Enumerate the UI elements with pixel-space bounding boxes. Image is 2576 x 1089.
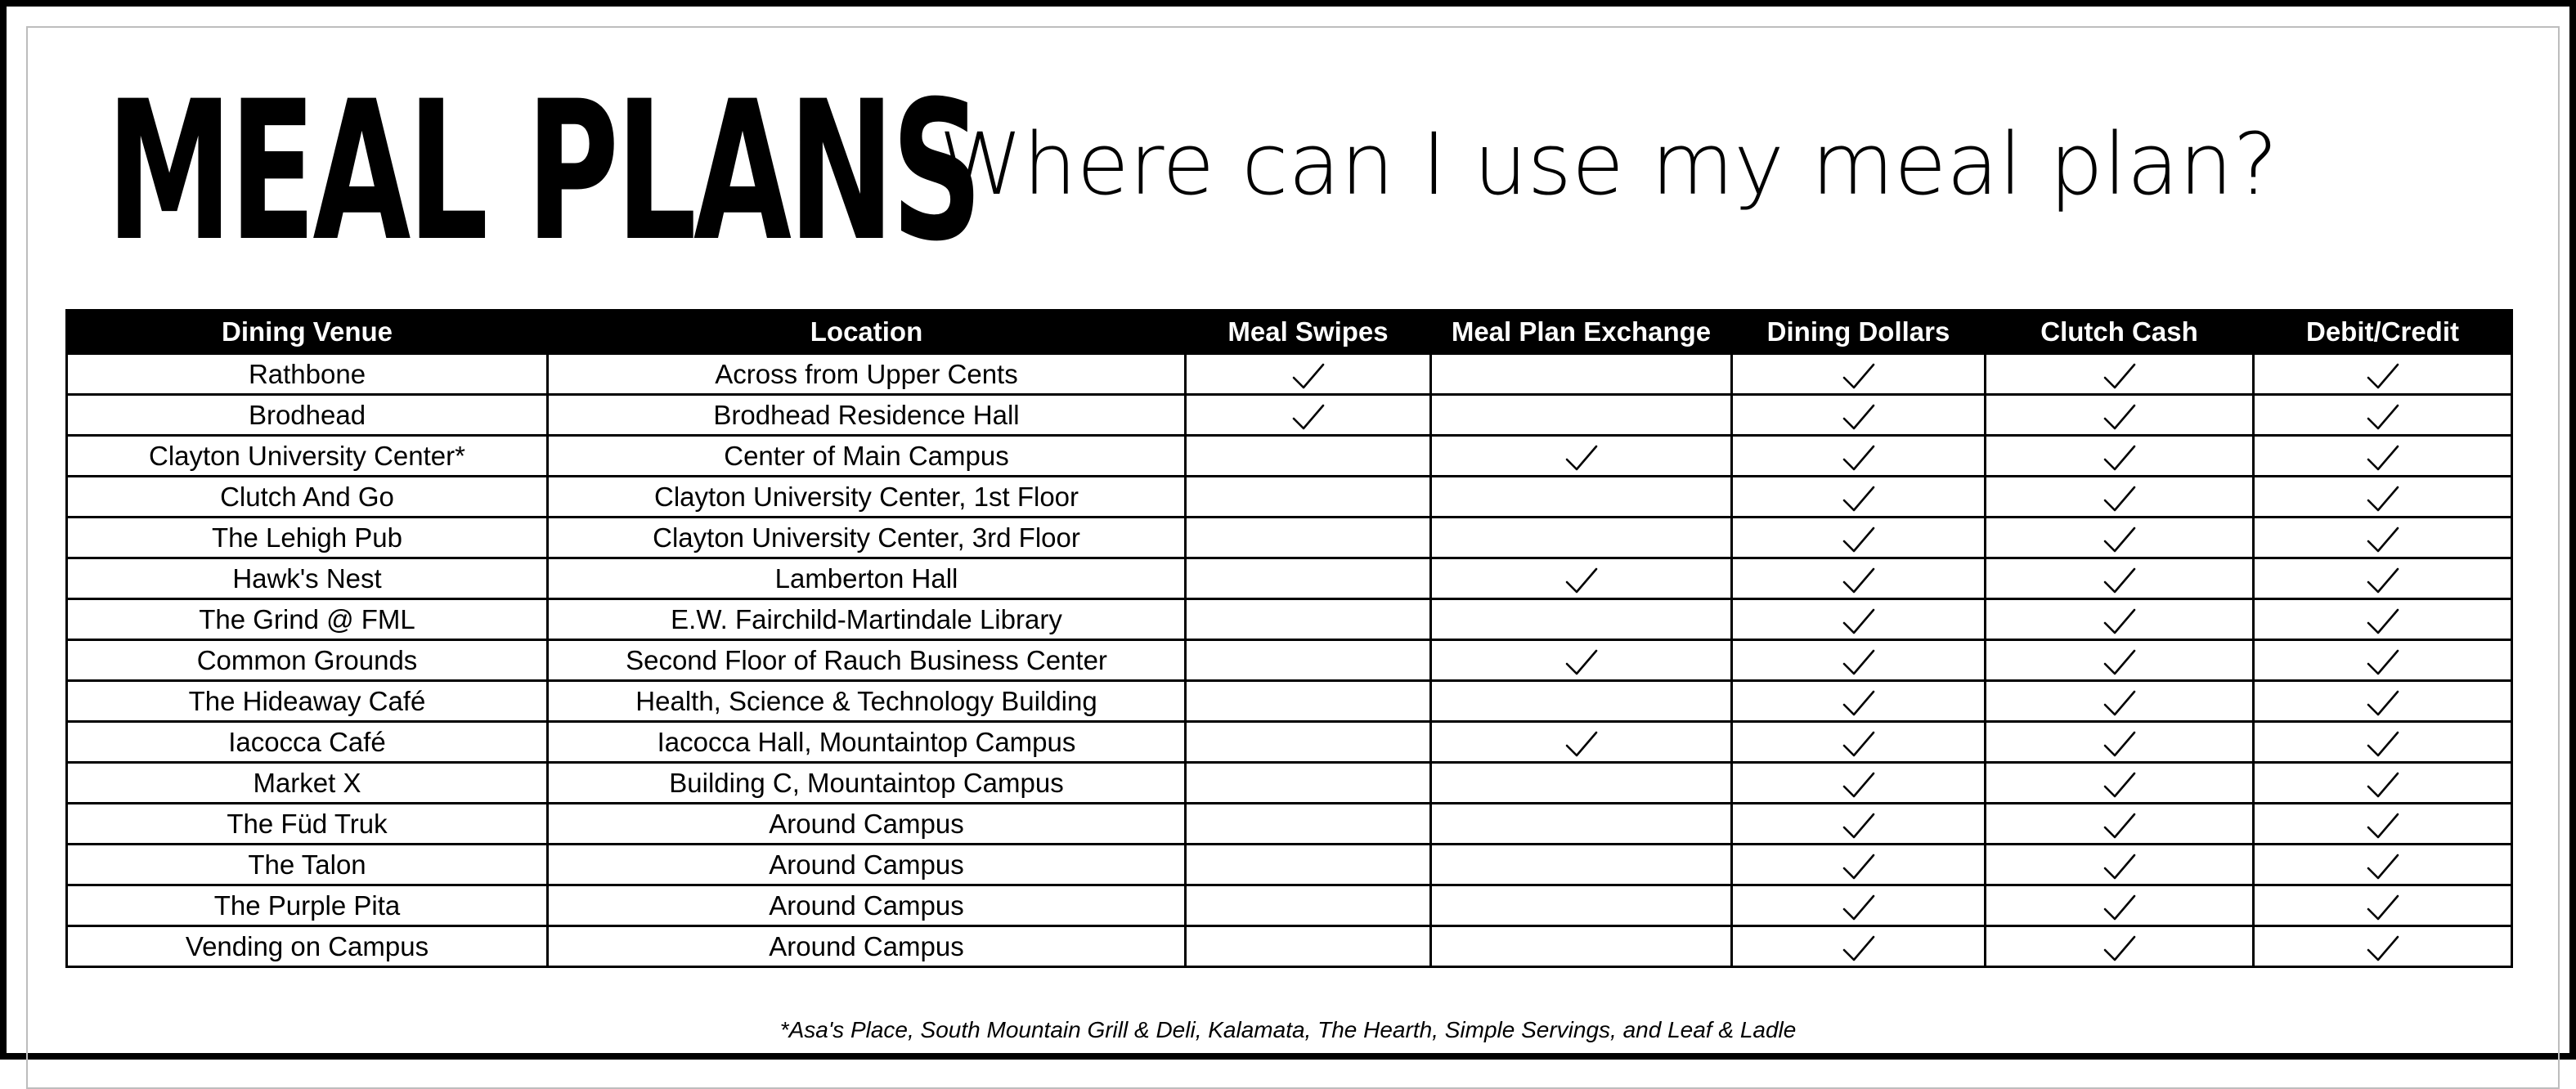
location-cell: Iacocca Hall, Mountaintop Campus bbox=[548, 722, 1186, 763]
venue-cell: Market X bbox=[67, 763, 548, 804]
checkmark-icon bbox=[2103, 526, 2136, 553]
check-cell bbox=[1986, 681, 2254, 722]
checkmark-icon bbox=[2367, 526, 2399, 553]
check-cell bbox=[1431, 640, 1732, 681]
page-title: MEAL PLANS bbox=[106, 60, 980, 284]
checkmark-icon bbox=[2103, 894, 2136, 921]
checkmark-icon bbox=[2367, 444, 2399, 472]
check-cell bbox=[2254, 926, 2512, 967]
check-cell bbox=[1431, 558, 1732, 599]
venue-cell: The Füd Truk bbox=[67, 804, 548, 845]
check-cell bbox=[1986, 804, 2254, 845]
check-cell bbox=[1186, 926, 1431, 967]
check-cell bbox=[2254, 436, 2512, 477]
check-cell bbox=[1186, 599, 1431, 640]
column-header-meal-swipes: Meal Swipes bbox=[1186, 311, 1431, 354]
checkmark-icon bbox=[2103, 689, 2136, 717]
check-cell bbox=[2254, 477, 2512, 518]
check-cell bbox=[2254, 640, 2512, 681]
check-cell bbox=[2254, 354, 2512, 395]
venue-cell: The Grind @ FML bbox=[67, 599, 548, 640]
location-cell: Second Floor of Rauch Business Center bbox=[548, 640, 1186, 681]
check-cell bbox=[1186, 518, 1431, 558]
table-row bbox=[67, 395, 2512, 436]
check-cell bbox=[1431, 763, 1732, 804]
check-cell bbox=[1986, 518, 2254, 558]
check-cell bbox=[2254, 845, 2512, 885]
location-cell: Around Campus bbox=[548, 845, 1186, 885]
checkmark-icon bbox=[2103, 648, 2136, 676]
check-cell bbox=[1732, 763, 1986, 804]
check-cell bbox=[1431, 926, 1732, 967]
checkmark-icon bbox=[2103, 403, 2136, 431]
check-cell bbox=[1732, 640, 1986, 681]
table-row bbox=[67, 436, 2512, 477]
venue-cell: Hawk's Nest bbox=[67, 558, 548, 599]
location-cell: Clayton University Center, 3rd Floor bbox=[548, 518, 1186, 558]
check-cell bbox=[1732, 926, 1986, 967]
table-row bbox=[67, 681, 2512, 722]
check-cell bbox=[1431, 845, 1732, 885]
venue-cell: Iacocca Café bbox=[67, 722, 548, 763]
check-cell bbox=[1431, 804, 1732, 845]
check-cell bbox=[1986, 722, 2254, 763]
check-cell bbox=[1986, 599, 2254, 640]
table-row bbox=[67, 804, 2512, 845]
checkmark-icon bbox=[2103, 607, 2136, 635]
checkmark-icon bbox=[2367, 894, 2399, 921]
check-cell bbox=[1986, 477, 2254, 518]
table-row bbox=[67, 558, 2512, 599]
checkmark-icon bbox=[1842, 403, 1875, 431]
table-row bbox=[67, 763, 2512, 804]
check-cell bbox=[1431, 354, 1732, 395]
check-cell bbox=[1732, 599, 1986, 640]
check-cell bbox=[1186, 395, 1431, 436]
table-row bbox=[67, 722, 2512, 763]
venue-cell: Rathbone bbox=[67, 354, 548, 395]
checkmark-icon bbox=[2103, 730, 2136, 758]
check-cell bbox=[1986, 885, 2254, 926]
check-cell bbox=[1732, 354, 1986, 395]
checkmark-icon bbox=[2367, 403, 2399, 431]
check-cell bbox=[1186, 763, 1431, 804]
check-cell bbox=[1732, 558, 1986, 599]
venue-cell: Clutch And Go bbox=[67, 477, 548, 518]
check-cell bbox=[1186, 885, 1431, 926]
checkmark-icon bbox=[1292, 403, 1325, 431]
table-row bbox=[67, 845, 2512, 885]
check-cell bbox=[2254, 395, 2512, 436]
check-cell bbox=[1986, 558, 2254, 599]
check-cell bbox=[2254, 599, 2512, 640]
check-cell bbox=[1732, 804, 1986, 845]
venue-cell: The Purple Pita bbox=[67, 885, 548, 926]
venue-cell: Vending on Campus bbox=[67, 926, 548, 967]
check-cell bbox=[1732, 395, 1986, 436]
column-header-clutch-cash: Clutch Cash bbox=[1986, 311, 2254, 354]
check-cell bbox=[1986, 926, 2254, 967]
table-row bbox=[67, 885, 2512, 926]
checkmark-icon bbox=[1842, 444, 1875, 472]
check-cell bbox=[2254, 518, 2512, 558]
check-cell bbox=[2254, 804, 2512, 845]
meal-plan-table bbox=[65, 309, 2513, 968]
check-cell bbox=[1986, 395, 2254, 436]
check-cell bbox=[1186, 804, 1431, 845]
checkmark-icon bbox=[1842, 607, 1875, 635]
checkmark-icon bbox=[1842, 362, 1875, 390]
checkmark-icon bbox=[1842, 771, 1875, 799]
column-header-debit-credit: Debit/Credit bbox=[2254, 311, 2512, 354]
venue-cell: The Hideaway Café bbox=[67, 681, 548, 722]
venue-cell: Common Grounds bbox=[67, 640, 548, 681]
checkmark-icon bbox=[1842, 648, 1875, 676]
check-cell bbox=[1186, 477, 1431, 518]
checkmark-icon bbox=[2103, 444, 2136, 472]
venue-cell: The Lehigh Pub bbox=[67, 518, 548, 558]
venue-cell: The Talon bbox=[67, 845, 548, 885]
table-header-row bbox=[67, 311, 2512, 354]
check-cell bbox=[1732, 885, 1986, 926]
column-header-meal-plan-exchange: Meal Plan Exchange bbox=[1431, 311, 1732, 354]
checkmark-icon bbox=[2367, 689, 2399, 717]
check-cell bbox=[1431, 722, 1732, 763]
check-cell bbox=[2254, 763, 2512, 804]
table-row bbox=[67, 926, 2512, 967]
check-cell bbox=[1186, 354, 1431, 395]
checkmark-icon bbox=[2103, 485, 2136, 513]
location-cell: Lamberton Hall bbox=[548, 558, 1186, 599]
location-cell: Across from Upper Cents bbox=[548, 354, 1186, 395]
check-cell bbox=[1431, 681, 1732, 722]
check-cell bbox=[1431, 599, 1732, 640]
location-cell: E.W. Fairchild-Martindale Library bbox=[548, 599, 1186, 640]
check-cell bbox=[1431, 477, 1732, 518]
check-cell bbox=[1186, 640, 1431, 681]
checkmark-icon bbox=[2367, 812, 2399, 840]
footnote: *Asa's Place, South Mountain Grill & Deli, Kalamata, The Hearth, Simple Servings, and Leaf & Ladle bbox=[779, 1017, 1797, 1042]
checkmark-icon bbox=[2103, 567, 2136, 594]
checkmark-icon bbox=[1565, 444, 1598, 472]
check-cell bbox=[2254, 558, 2512, 599]
checkmark-icon bbox=[2103, 812, 2136, 840]
checkmark-icon bbox=[2367, 853, 2399, 881]
check-cell bbox=[1732, 436, 1986, 477]
checkmark-icon bbox=[1842, 894, 1875, 921]
check-cell bbox=[2254, 885, 2512, 926]
checkmark-icon bbox=[2103, 771, 2136, 799]
checkmark-icon bbox=[1292, 362, 1325, 390]
table-row bbox=[67, 518, 2512, 558]
location-cell: Clayton University Center, 1st Floor bbox=[548, 477, 1186, 518]
table-body bbox=[67, 354, 2512, 967]
check-cell bbox=[1431, 436, 1732, 477]
column-header-venue: Dining Venue bbox=[67, 311, 548, 354]
column-header-location: Location bbox=[548, 311, 1186, 354]
checkmark-icon bbox=[2367, 648, 2399, 676]
check-cell bbox=[1986, 354, 2254, 395]
check-cell bbox=[1732, 722, 1986, 763]
check-cell bbox=[1986, 640, 2254, 681]
check-cell bbox=[1732, 681, 1986, 722]
checkmark-icon bbox=[2367, 934, 2399, 962]
checkmark-icon bbox=[1842, 730, 1875, 758]
checkmark-icon bbox=[2367, 607, 2399, 635]
checkmark-icon bbox=[1565, 730, 1598, 758]
location-cell: Around Campus bbox=[548, 885, 1186, 926]
check-cell bbox=[1431, 395, 1732, 436]
check-cell bbox=[1186, 845, 1431, 885]
table-row bbox=[67, 354, 2512, 395]
checkmark-icon bbox=[1842, 853, 1875, 881]
check-cell bbox=[1986, 845, 2254, 885]
location-cell: Around Campus bbox=[548, 804, 1186, 845]
table-row bbox=[67, 640, 2512, 681]
check-cell bbox=[1732, 518, 1986, 558]
checkmark-icon bbox=[1565, 567, 1598, 594]
check-cell bbox=[1186, 436, 1431, 477]
checkmark-icon bbox=[1565, 648, 1598, 676]
checkmark-icon bbox=[1842, 567, 1875, 594]
column-header-dining-dollars: Dining Dollars bbox=[1732, 311, 1986, 354]
checkmark-icon bbox=[2103, 853, 2136, 881]
checkmark-icon bbox=[1842, 812, 1875, 840]
venue-cell: Clayton University Center* bbox=[67, 436, 548, 477]
table-row bbox=[67, 477, 2512, 518]
venue-cell: Brodhead bbox=[67, 395, 548, 436]
check-cell bbox=[1431, 518, 1732, 558]
checkmark-icon bbox=[2367, 362, 2399, 390]
check-cell bbox=[1986, 436, 2254, 477]
check-cell bbox=[1732, 477, 1986, 518]
check-cell bbox=[1986, 763, 2254, 804]
location-cell: Building C, Mountaintop Campus bbox=[548, 763, 1186, 804]
check-cell bbox=[1186, 681, 1431, 722]
checkmark-icon bbox=[2367, 485, 2399, 513]
checkmark-icon bbox=[2103, 362, 2136, 390]
location-cell: Brodhead Residence Hall bbox=[548, 395, 1186, 436]
checkmark-icon bbox=[1842, 934, 1875, 962]
location-cell: Health, Science & Technology Building bbox=[548, 681, 1186, 722]
checkmark-icon bbox=[1842, 689, 1875, 717]
check-cell bbox=[1186, 722, 1431, 763]
location-cell: Around Campus bbox=[548, 926, 1186, 967]
checkmark-icon bbox=[2103, 934, 2136, 962]
check-cell bbox=[2254, 681, 2512, 722]
check-cell bbox=[1732, 845, 1986, 885]
check-cell bbox=[1431, 885, 1732, 926]
check-cell bbox=[2254, 722, 2512, 763]
checkmark-icon bbox=[2367, 771, 2399, 799]
checkmark-icon bbox=[2367, 567, 2399, 594]
location-cell: Center of Main Campus bbox=[548, 436, 1186, 477]
check-cell bbox=[1186, 558, 1431, 599]
page-subtitle: Where can I use my meal plan? bbox=[939, 114, 2278, 214]
table-row bbox=[67, 599, 2512, 640]
checkmark-icon bbox=[1842, 526, 1875, 553]
checkmark-icon bbox=[1842, 485, 1875, 513]
checkmark-icon bbox=[2367, 730, 2399, 758]
